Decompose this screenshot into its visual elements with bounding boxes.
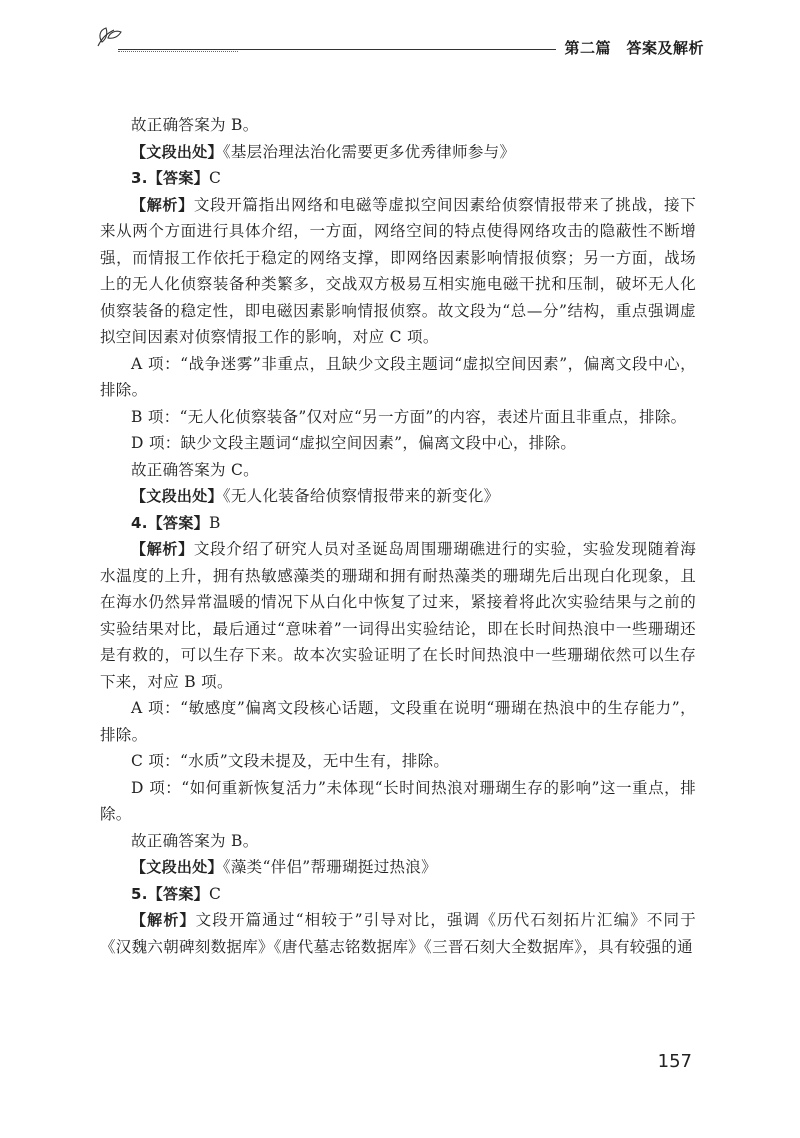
paragraph [100,510,696,537]
paragraph-text: C [208,884,222,903]
paragraph-text: 故正确答案为 B。 [131,116,259,134]
paragraph-text: C 项：“水质”文段未提及，无中生有，排除。 [131,752,450,770]
paragraph-label: 【解析】 [131,195,194,214]
paragraph-text: B 项：“无人化侦察装备”仅对应“另一方面”的内容，表述片面且非重点，排除。 [131,407,687,426]
paragraph [100,907,696,960]
leaf-ornament-icon [94,24,124,50]
paragraph [100,430,696,457]
paragraph-label: 【文段出处】 [131,858,223,876]
paragraph [100,457,696,484]
paragraph [100,351,696,404]
paragraph-text: 文段介绍了研究人员对圣诞岛周围珊瑚礁进行的实验，实验发现随着海水温度的上升，拥有热敏感藻类的珊瑚和拥有耐热藻类的珊瑚先后出现白化现象，且在海水仍然异常温暖的情况下从白化中恢复了过来，紧接着将此次实验结果与之前的实验结果对比，最后通过“意味着”一词得出实验结论，即在长时间热浪中一些珊瑚还是有救的，可以生存下来。故本次实验证明了在长时间热浪中一些珊瑚依然可以生存下来，对应 B 项。 [100,540,697,691]
header-rule-dots [118,51,238,52]
paragraph [100,192,696,351]
answer-content [100,112,696,960]
paragraph [100,139,696,166]
paragraph [100,483,696,510]
paragraph-text: 《藻类“伴侣”帮珊瑚挺过热浪》 [222,858,437,876]
paragraph-text: 文段开篇指出网络和电磁等虚拟空间因素给侦察情报带来了挑战，接下来从两个方面进行具体介绍，一方面，网络空间的特点使得网络攻击的隐蔽性不断增强，而情报工作依托于稳定的网络支撑，即网络因素影响情报侦察；另一方面，战场上的无人化侦察装备种类繁多，交战双方极易互相实施电磁干扰和压制，破坏无人化侦察装备的稳定性，即电磁因素影响情报侦察。故文段为“总—分”结构，重点强调虚拟空间因素对侦察情报工作的影响，对应 C 项。 [100,195,697,346]
paragraph-text: 《基层治理法治化需要更多优秀律师参与》 [222,142,516,161]
paragraph-text: 故正确答案为 C。 [131,460,259,479]
paragraph-text: D 项：缺少文段主题词“虚拟空间因素”，偏离文段中心，排除。 [131,434,577,452]
paragraph [100,748,696,775]
paragraph-label: 【文段出处】 [131,142,223,161]
page-number: 157 [657,1051,692,1072]
paragraph-text: 《无人化装备给侦察情报带来的新变化》 [222,487,500,505]
paragraph-label: 3.【答案】 [131,169,209,187]
paragraph [100,536,696,695]
paragraph-label: 【文段出处】 [131,487,223,505]
paragraph [100,404,696,431]
paragraph-text: 故正确答案为 B。 [131,831,259,850]
paragraph-text: 文段开篇通过“相较于”引导对比，强调《历代石刻拓片汇编》不同于《汉魏六朝碑刻数据库》《唐代墓志铭数据库》《三晋石刻大全数据库》，具有较强的通 [100,911,697,956]
paragraph-text: A 项：“敏感度”偏离文段核心话题，文段重在说明“珊瑚在热浪中的生存能力”，排除。 [100,699,696,744]
paragraph [100,775,696,828]
paragraph [100,881,696,908]
header-title: 第二篇 答案及解析 [556,38,704,58]
paragraph [100,165,696,192]
paragraph-label: 4.【答案】 [131,513,209,532]
paragraph [100,112,696,139]
paragraph-text: B [208,513,221,532]
paragraph-label: 【解析】 [131,911,196,929]
paragraph-label: 【解析】 [131,540,194,558]
paragraph-text: A 项：“战争迷雾”非重点，且缺少文段主题词“虚拟空间因素”，偏离文段中心，排除。 [100,354,696,399]
paragraph-text: C [208,169,222,187]
paragraph [100,854,696,881]
paragraph [100,828,696,855]
paragraph [100,695,696,748]
paragraph-text: D 项：“如何重新恢复活力”未体现“长时间热浪对珊瑚生存的影响”这一重点，排除。 [100,778,696,823]
paragraph-label: 5.【答案】 [131,884,209,903]
